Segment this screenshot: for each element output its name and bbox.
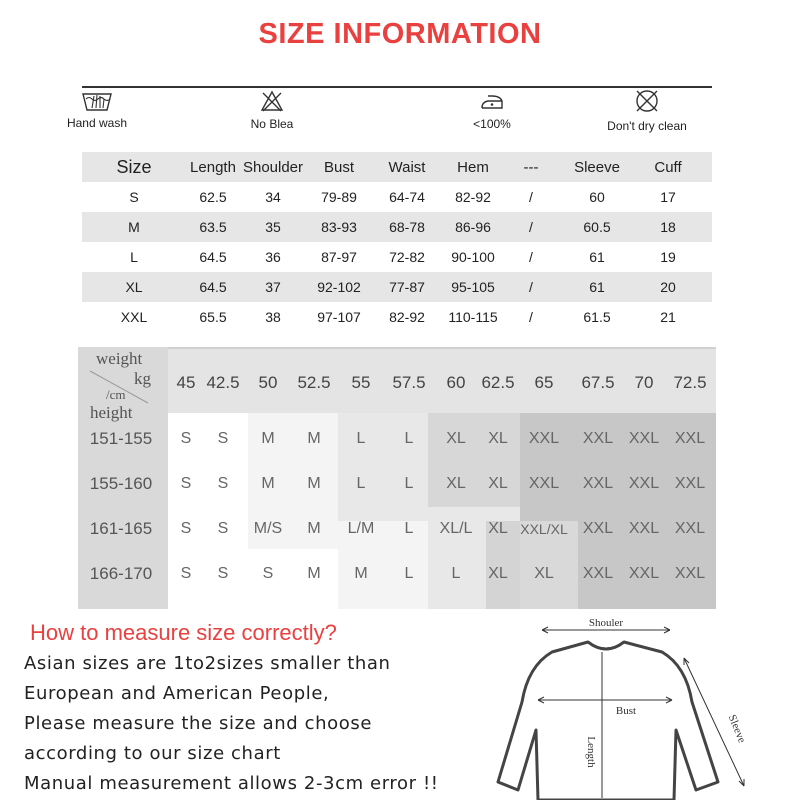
weight-header-cell: 55: [351, 373, 371, 392]
header-length: Length: [190, 158, 236, 176]
table-cell: 87-97: [321, 249, 357, 265]
shoulder-label: Shouler: [588, 617, 624, 629]
table-cell: 110-115: [448, 309, 498, 325]
how-to-line: Asian sizes are 1to2sizes smaller than: [24, 653, 391, 674]
size-cell: XXL: [582, 565, 614, 582]
care-label: Don't dry clean: [607, 119, 687, 133]
weight-header-cell: 57.5: [392, 373, 426, 392]
table-cell: 63.5: [199, 219, 227, 235]
care-instructions: [66, 86, 712, 146]
how-to-measure-title: How to measure size correctly?: [30, 620, 337, 645]
size-cell: XL: [488, 430, 508, 447]
shirt-diagram-icon: [496, 612, 800, 800]
header-cuff: Cuff: [654, 158, 682, 176]
corner-cm: /cm: [106, 387, 126, 402]
page-title: SIZE INFORMATION: [258, 18, 542, 50]
size-cell: XL: [446, 430, 466, 447]
table-cell: 61: [589, 249, 605, 265]
table-cell: 60: [589, 189, 605, 205]
table-cell: S: [129, 189, 139, 205]
size-cell: XL: [488, 565, 508, 582]
table-cell: 68-78: [389, 219, 425, 235]
table-cell: 61.5: [583, 309, 611, 325]
size-table-header: [82, 152, 712, 182]
table-cell: 37: [265, 279, 281, 295]
table-cell: 20: [660, 279, 676, 295]
header-hem: Hem: [457, 158, 489, 176]
how-to-line: according to our size chart: [24, 743, 281, 764]
corner-kg: kg: [134, 369, 151, 388]
weight-header-cell: 42.5: [206, 373, 240, 392]
table-cell: 61: [589, 279, 605, 295]
weight-header-cell: 45: [176, 373, 196, 392]
height-label: 155-160: [89, 474, 153, 493]
care-label: Hand wash: [66, 116, 128, 130]
weight-header-cell: 60: [446, 373, 466, 392]
weight-header-cell: 65: [534, 373, 554, 392]
bust-label: Bust: [615, 705, 637, 717]
no-dry-clean-icon: [634, 88, 660, 114]
header-sleeve: Sleeve: [574, 158, 620, 176]
table-cell: 38: [265, 309, 281, 325]
table-cell: 65.5: [199, 309, 227, 325]
table-cell: 17: [660, 189, 676, 205]
table-cell: /: [529, 219, 533, 235]
size-cell: XXL: [628, 520, 660, 537]
hand-wash-icon: [80, 90, 114, 112]
size-cell: XL: [488, 475, 508, 492]
table-row: [82, 272, 712, 302]
weight-height-chart: [78, 347, 716, 609]
table-row: [82, 182, 712, 212]
table-cell: 34: [265, 189, 281, 205]
table-cell: 35: [265, 219, 281, 235]
size-cell: XXL: [528, 430, 560, 447]
weight-header-cell: 72.5: [673, 373, 707, 392]
table-cell: XL: [125, 279, 143, 295]
size-cell: XXL: [528, 475, 560, 492]
corner-height: height: [90, 403, 133, 422]
size-cell: XXL: [582, 475, 614, 492]
header-blank: ---: [523, 158, 539, 176]
size-cell: L: [356, 430, 366, 447]
table-cell: 64-74: [389, 189, 425, 205]
weight-header-cell: 52.5: [297, 373, 331, 392]
size-cell: S: [180, 475, 192, 492]
size-cell: XXL: [674, 565, 706, 582]
table-cell: 72-82: [389, 249, 425, 265]
table-cell: /: [529, 249, 533, 265]
size-cell: M: [307, 565, 321, 582]
how-to-line: Manual measurement allows 2-3cm error !!: [24, 773, 439, 794]
size-cell: S: [262, 565, 274, 582]
table-cell: /: [529, 309, 533, 325]
size-cell: M: [307, 475, 321, 492]
table-cell: /: [529, 279, 533, 295]
table-cell: 97-107: [317, 309, 361, 325]
weight-header-cell: 70: [634, 373, 654, 392]
no-bleach-icon: [260, 90, 284, 112]
size-cell: L: [404, 475, 414, 492]
size-cell: XXL: [628, 475, 660, 492]
table-cell: 21: [660, 309, 676, 325]
size-cell: XXL: [582, 430, 614, 447]
table-cell: 64.5: [199, 249, 227, 265]
length-label: Length: [585, 736, 597, 768]
header-waist: Waist: [388, 158, 426, 176]
how-to-line: European and American People,: [24, 683, 330, 704]
size-cell: XXL: [674, 475, 706, 492]
table-cell: 95-105: [451, 279, 495, 295]
table-cell: 83-93: [321, 219, 357, 235]
size-cell: XXL: [582, 520, 614, 537]
size-cell: L: [404, 565, 414, 582]
size-cell: XXL: [674, 520, 706, 537]
table-cell: 90-100: [451, 249, 495, 265]
size-table: [82, 152, 712, 332]
table-cell: /: [529, 189, 533, 205]
size-cell: L/M: [347, 520, 375, 537]
care-no-bleach: [242, 90, 302, 131]
size-cell: S: [180, 565, 192, 582]
care-iron: [467, 90, 517, 131]
table-cell: 64.5: [199, 279, 227, 295]
weight-header-cell: 62.5: [481, 373, 515, 392]
size-cell: S: [217, 520, 229, 537]
size-cell: L: [356, 475, 366, 492]
header-bust: Bust: [323, 158, 354, 176]
care-label: No Blea: [250, 117, 294, 131]
size-cell: S: [217, 565, 229, 582]
measurement-diagram: [496, 612, 800, 800]
size-cell: S: [217, 430, 229, 447]
weight-header-cell: 50: [258, 373, 278, 392]
size-cell: M: [261, 475, 275, 492]
how-to-line: Please measure the size and choose: [24, 713, 373, 734]
size-cell: S: [217, 475, 229, 492]
table-cell: XXL: [120, 309, 148, 325]
height-label: 161-165: [89, 519, 153, 538]
table-cell: 62.5: [199, 189, 227, 205]
table-cell: 82-92: [455, 189, 491, 205]
table-cell: 60.5: [583, 219, 611, 235]
table-cell: 19: [660, 249, 676, 265]
header-size: Size: [116, 156, 152, 177]
size-cell: L: [404, 430, 414, 447]
size-cell: XL: [488, 520, 508, 537]
weight-header-cell: 67.5: [581, 373, 615, 392]
size-cell: XXL: [628, 565, 660, 582]
height-label: 151-155: [89, 429, 153, 448]
table-cell: M: [128, 219, 140, 235]
care-hand-wash: [64, 90, 130, 130]
table-row: [82, 242, 712, 272]
table-cell: 82-92: [389, 309, 425, 325]
table-row: [82, 212, 712, 242]
corner-weight: weight: [96, 349, 143, 368]
iron-icon: [478, 90, 506, 112]
size-cell: M: [307, 520, 321, 537]
size-cell: M/S: [253, 520, 283, 537]
size-cell: XL: [534, 565, 554, 582]
header-shoulder: Shoulder: [242, 158, 304, 176]
table-cell: L: [130, 249, 138, 265]
size-cell: L: [404, 520, 414, 537]
care-label: <100%: [473, 117, 511, 131]
size-cell: L: [451, 565, 461, 582]
care-no-dry-clean: [602, 88, 692, 133]
size-cell: M: [354, 565, 368, 582]
table-cell: 36: [265, 249, 281, 265]
height-label: 166-170: [89, 564, 153, 583]
table-cell: 77-87: [389, 279, 425, 295]
size-cell: M: [307, 430, 321, 447]
size-cell: S: [180, 430, 192, 447]
size-cell: XL: [446, 475, 466, 492]
table-row: [82, 302, 712, 332]
size-cell: XXL: [674, 430, 706, 447]
table-cell: 79-89: [321, 189, 357, 205]
size-cell: XXL/XL: [520, 521, 568, 537]
size-cell: S: [180, 520, 192, 537]
sleeve-label: Sleeve: [725, 713, 748, 745]
size-cell: XXL: [628, 430, 660, 447]
size-cell: XL/L: [439, 520, 473, 537]
table-cell: 18: [660, 219, 676, 235]
table-cell: 92-102: [317, 279, 361, 295]
size-cell: M: [261, 430, 275, 447]
table-cell: 86-96: [455, 219, 491, 235]
